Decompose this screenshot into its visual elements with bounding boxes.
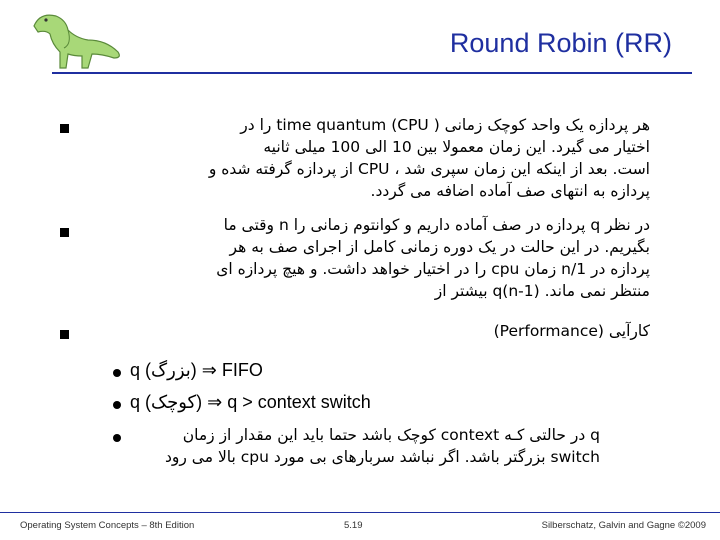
bullet-square-3 [60, 330, 69, 339]
sub-item-large-quantum: q (بزرگ) ⇒ FIFO [130, 360, 263, 380]
sub-bullet-dot-1 [113, 369, 121, 377]
text-line: منتظر نمی ماند. (n-1)q بیشتر از [434, 282, 650, 300]
text-line: switch بزرگتر باشد. اگر نباشد سربارهای بی مورد cpu بالا می رود [165, 448, 600, 466]
sub-item-small-quantum: q (کوچک) ⇒ q > context switch [130, 392, 371, 412]
page-title: Round Robin (RR) [449, 28, 672, 58]
bullet-paragraph-1 [90, 114, 650, 202]
text-line: بگیریم. در این حالت در یک دوره زمانی کامل از اجرای صف به هر [229, 238, 650, 256]
text-line: q در حالتی کـه context کوچک باشد حتما باید این مقدار از زمان [182, 426, 600, 444]
footer-slide-number: 5.19 [344, 520, 363, 531]
title-divider [52, 72, 692, 74]
sub-bullet-dot-3 [113, 434, 121, 442]
sub-item-context-switch [130, 424, 600, 468]
sub-bullet-dot-2 [113, 401, 121, 409]
footer-divider [0, 512, 720, 513]
text-line: هر پردازه یک واحد کوچک زمانی ( time quantum (CPU را در [240, 116, 650, 134]
footer-authors: Silberschatz, Galvin and Gagne ©2009 [541, 520, 706, 531]
bullet-paragraph-2 [90, 214, 650, 302]
text-line: پردازه در 1/n زمان cpu را در اختیار خواهد داشت. و هیچ پردازه ای [216, 260, 650, 278]
bullet-square-2 [60, 228, 69, 237]
text-line: پردازه به انتهای صف آماده اضافه می گردد. [370, 182, 650, 200]
bullet-paragraph-3 [90, 320, 650, 342]
bullet-square-1 [60, 124, 69, 133]
footer-book-title: Operating System Concepts – 8th Edition [20, 520, 195, 531]
text-line: در نظر q پردازه در صف آماده داریم و کوانتوم زمانی را n وقتی ما [223, 216, 650, 234]
text-line: است. بعد از اینکه این زمان سپری شد ، CPU از پردازه گرفته شده و [208, 160, 650, 178]
text-line: اختیار می گیرد. این زمان معمولا بین 10 الی 100 میلی ثانیه [263, 138, 650, 156]
text-line: کارآیی (Performance) [493, 322, 650, 340]
